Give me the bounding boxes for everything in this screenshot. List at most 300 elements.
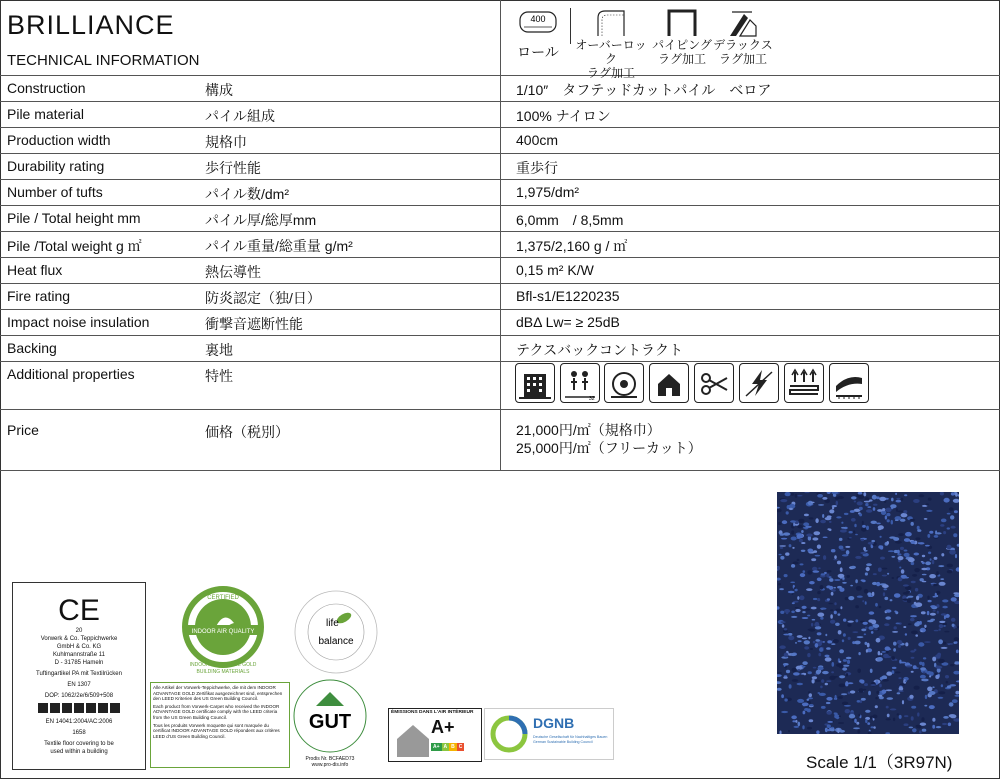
carpet-fiber	[861, 527, 867, 531]
carpet-fiber	[898, 577, 903, 581]
carpet-fiber	[835, 497, 839, 500]
svg-text:32: 32	[589, 396, 595, 402]
carpet-fiber	[820, 608, 827, 610]
carpet-fiber	[861, 680, 865, 684]
carpet-fiber	[892, 631, 898, 633]
carpet-fiber	[813, 570, 820, 572]
carpet-fiber	[950, 664, 954, 666]
carpet-fiber	[855, 534, 858, 536]
gut-number: Prodis Nr. BCFAED73	[305, 756, 355, 762]
dgnb-badge	[484, 708, 614, 760]
carpet-fiber	[941, 553, 944, 556]
carpet-fiber	[811, 623, 813, 627]
piping-icon	[665, 8, 699, 38]
carpet-fiber	[861, 629, 866, 632]
carpet-fiber	[885, 515, 887, 519]
carpet-fiber	[911, 657, 915, 659]
table-row	[0, 232, 1000, 258]
roll-label: ロール	[517, 44, 559, 60]
carpet-fiber	[862, 525, 866, 528]
carpet-fiber	[939, 621, 945, 623]
carpet-fiber	[932, 725, 935, 729]
carpet-fiber	[882, 575, 887, 577]
carpet-fiber	[944, 498, 950, 503]
carpet-fiber	[940, 524, 944, 527]
carpet-fiber	[911, 706, 916, 709]
carpet-fiber	[801, 542, 805, 544]
carpet-fiber	[797, 635, 803, 638]
carpet-fiber	[831, 592, 834, 596]
carpet-fiber	[835, 623, 840, 626]
row-label-jp: パイル数/dm²	[205, 186, 289, 202]
carpet-fiber	[826, 680, 831, 682]
carpet-fiber	[942, 606, 947, 609]
row-value: 0,15 m² K/W	[516, 262, 594, 278]
carpet-fiber	[942, 599, 948, 602]
iaq-text-fr: Tous les produits Vorwerk moquette qui sont marquée du certificat INDOOR ADVANTAGE GOLD répondent aux critères LEED d'US Green Building Council.	[153, 722, 280, 739]
carpet-fiber	[944, 615, 946, 619]
carpet-fiber	[929, 531, 933, 534]
carpet-fiber	[815, 680, 820, 682]
row-value: 重歩行	[516, 160, 558, 176]
carpet-fiber	[923, 657, 926, 659]
table-row	[0, 258, 1000, 284]
symbol-icon	[74, 703, 84, 713]
carpet-fiber	[784, 653, 789, 658]
carpet-fiber	[903, 584, 909, 586]
carpet-fiber	[896, 500, 902, 503]
carpet-fiber	[862, 521, 864, 525]
carpet-fiber	[829, 509, 834, 513]
carpet-fiber	[782, 520, 787, 524]
carpet-fiber	[894, 611, 897, 613]
carpet-fiber	[949, 714, 956, 717]
carpet-fiber	[827, 492, 831, 494]
carpet-fiber	[830, 728, 835, 731]
carpet-fiber	[817, 598, 820, 601]
carpet-fiber	[954, 695, 959, 697]
carpet-fiber	[777, 578, 781, 581]
carpet-fiber	[849, 537, 852, 539]
symbol-icon	[50, 703, 60, 713]
carpet-fiber	[788, 636, 794, 641]
iaq-text-de: Alle Artikel der Vorwerk-Teppichwerke, die mit dem INDOOR ADVANTAGE GOLD Zertifikat ausgezeichnet sind, entsprechen den LEED Kriterien des US Green Building Council.	[153, 685, 283, 702]
carpet-fiber	[817, 578, 822, 582]
table-row	[0, 310, 1000, 336]
carpet-fiber	[806, 588, 812, 591]
carpet-fiber	[868, 731, 872, 734]
carpet-fiber	[811, 558, 816, 561]
carpet-fiber	[863, 547, 866, 551]
carpet-fiber	[886, 689, 893, 691]
carpet-fiber	[834, 676, 838, 678]
carpet-fiber	[858, 688, 863, 693]
carpet-fiber	[815, 643, 819, 648]
carpet-fiber	[933, 610, 936, 612]
scale-a-plus: A+	[433, 744, 440, 750]
carpet-fiber	[794, 726, 800, 728]
carpet-fiber	[925, 561, 931, 565]
carpet-fiber	[908, 623, 912, 625]
carpet-fiber	[817, 613, 824, 617]
carpet-fiber	[791, 493, 795, 496]
carpet-fiber	[924, 641, 931, 643]
carpet-fiber	[855, 579, 858, 583]
dgnb-logo-icon	[489, 714, 529, 754]
carpet-fiber	[907, 596, 913, 598]
carpet-fiber	[885, 508, 891, 513]
table-row	[0, 336, 1000, 362]
carpet-fiber	[838, 630, 842, 634]
carpet-fiber	[898, 556, 904, 560]
carpet-fiber	[887, 573, 889, 575]
carpet-fiber	[836, 501, 838, 506]
ce-standard: EN 1307	[67, 682, 91, 688]
carpet-fiber	[796, 534, 803, 538]
row-label-en: Number of tufts	[7, 184, 103, 200]
carpet-fiber	[879, 497, 886, 501]
carpet-fiber	[871, 540, 875, 542]
carpet-fiber	[777, 688, 782, 691]
carpet-fiber	[829, 578, 833, 582]
carpet-fiber	[860, 552, 866, 554]
carpet-fiber	[897, 640, 902, 645]
carpet-fiber	[912, 574, 917, 577]
carpet-fiber	[797, 525, 803, 528]
carpet-fiber	[886, 513, 890, 516]
carpet-fiber	[928, 552, 931, 555]
table-row	[0, 284, 1000, 310]
carpet-fiber	[783, 634, 789, 636]
carpet-fiber	[812, 619, 816, 621]
underfloor-heating-icon	[784, 363, 824, 403]
carpet-fiber	[807, 653, 810, 657]
antistatic-icon	[739, 363, 779, 403]
carpet-fiber	[872, 715, 877, 719]
carpet-fiber	[823, 555, 826, 560]
carpet-fiber	[831, 643, 835, 645]
svg-text:400: 400	[530, 14, 546, 24]
carpet-fiber	[831, 549, 836, 552]
carpet-fiber	[849, 714, 855, 719]
carpet-fiber	[926, 503, 929, 505]
dgnb-sub-de: Deutsche Gesellschaft für Nachhaltiges Bauen	[533, 735, 608, 739]
carpet-fiber	[943, 625, 946, 627]
carpet-fiber	[879, 606, 882, 609]
carpet-fiber	[864, 683, 868, 686]
carpet-fiber	[874, 628, 878, 630]
carpet-fiber	[843, 659, 847, 662]
row-label-en: Pile /Total weight g ㎡	[7, 238, 142, 254]
carpet-fiber	[947, 564, 953, 568]
carpet-fiber	[878, 651, 881, 655]
carpet-fiber	[815, 626, 821, 629]
carpet-fiber	[880, 557, 885, 560]
carpet-fiber	[938, 659, 945, 663]
carpet-fiber	[905, 586, 911, 590]
divider	[0, 409, 1000, 410]
carpet-fiber	[858, 652, 860, 655]
carpet-fiber	[924, 625, 926, 628]
divider	[0, 470, 1000, 471]
carpet-fiber	[911, 522, 914, 526]
carpet-fiber	[869, 611, 875, 614]
carpet-fiber	[899, 683, 905, 685]
carpet-fiber	[857, 636, 864, 638]
carpet-fiber	[834, 579, 840, 581]
carpet-fiber	[897, 692, 901, 694]
carpet-fiber	[871, 620, 876, 625]
carpet-fiber	[934, 557, 938, 560]
carpet-fiber	[809, 517, 814, 519]
table-row	[0, 102, 1000, 128]
section-subtitle: TECHNICAL INFORMATION	[7, 52, 200, 69]
carpet-fiber	[802, 661, 807, 665]
carpet-fiber	[779, 554, 782, 556]
row-label-en: Pile material	[7, 106, 85, 122]
carpet-fiber	[936, 726, 942, 728]
carpet-fiber	[943, 716, 949, 719]
carpet-fiber	[892, 577, 895, 579]
carpet-fiber	[953, 592, 959, 594]
carpet-fiber	[793, 672, 800, 675]
carpet-fiber	[813, 667, 817, 669]
carpet-fiber	[838, 722, 844, 724]
carpet-fiber	[784, 574, 788, 577]
row-label-jp: 歩行性能	[205, 160, 261, 176]
carpet-fiber	[913, 499, 920, 503]
carpet-fiber	[798, 640, 802, 642]
carpet-fiber	[922, 581, 926, 583]
carpet-fiber	[827, 528, 830, 530]
carpet-fiber	[897, 550, 900, 554]
carpet-fiber	[815, 555, 821, 557]
carpet-fiber	[906, 665, 912, 667]
row-label-en: Heat flux	[7, 262, 63, 278]
carpet-fiber	[856, 494, 858, 497]
carpet-fiber	[803, 570, 806, 573]
row-label-en: Fire rating	[7, 288, 71, 304]
carpet-fiber	[876, 523, 881, 525]
carpet-fiber	[788, 730, 790, 732]
carpet-fiber	[944, 631, 949, 633]
carpet-fiber	[911, 671, 914, 673]
carpet-fiber	[955, 691, 959, 695]
carpet-fiber	[808, 629, 814, 631]
carpet-fiber	[797, 699, 804, 703]
carpet-fiber	[786, 511, 789, 514]
row-value: Bfl-s1/E1220235	[516, 288, 620, 304]
carpet-fiber	[844, 705, 851, 707]
castor-chair-icon	[604, 363, 644, 403]
carpet-fiber	[915, 537, 920, 540]
row-value: 1/10″ タフテッドカットパイル ベロア	[516, 82, 772, 98]
dgnb-sub-en: German Sustainable Building Council	[533, 740, 593, 744]
carpet-fiber	[951, 618, 956, 622]
carpet-fiber	[778, 522, 782, 525]
carpet-fiber	[877, 657, 883, 661]
carpet-fiber	[839, 684, 846, 688]
carpet-fiber	[791, 530, 794, 534]
table-row	[0, 76, 1000, 102]
carpet-fiber	[827, 711, 832, 715]
carpet-fiber	[952, 699, 958, 703]
carpet-fiber	[934, 535, 939, 538]
scissors-icon	[694, 363, 734, 403]
carpet-fiber	[780, 556, 784, 560]
carpet-fiber	[940, 578, 944, 580]
carpet-fiber	[867, 592, 871, 596]
carpet-fiber	[779, 588, 784, 590]
row-label-jp: 特性	[205, 368, 233, 384]
carpet-fiber	[810, 648, 813, 650]
carpet-fiber	[817, 591, 820, 594]
carpet-fiber	[792, 602, 795, 604]
carpet-fiber	[798, 519, 804, 523]
carpet-fiber	[929, 574, 936, 578]
carpet-fiber	[954, 510, 958, 513]
carpet-fiber	[870, 684, 876, 686]
carpet-fiber	[947, 545, 952, 550]
carpet-fiber	[839, 649, 844, 653]
carpet-fiber	[853, 727, 860, 729]
carpet-fiber	[822, 671, 829, 674]
ce-label	[12, 582, 146, 770]
carpet-fiber	[921, 568, 927, 570]
carpet-fiber	[818, 567, 821, 569]
carpet-fiber	[927, 596, 929, 600]
carpet-fiber	[781, 538, 787, 540]
carpet-fiber	[923, 671, 926, 673]
carpet-fiber	[893, 718, 895, 722]
carpet-fiber	[903, 510, 907, 513]
carpet-fiber	[922, 562, 925, 564]
carpet-fiber	[865, 503, 868, 506]
carpet-fiber	[913, 665, 917, 669]
carpet-fiber	[922, 574, 927, 576]
carpet-fiber	[852, 631, 858, 633]
carpet-fiber	[922, 679, 929, 682]
carpet-fiber	[832, 505, 837, 507]
row-value: 1,975/dm²	[516, 184, 580, 200]
carpet-fiber	[887, 697, 893, 700]
carpet-fiber	[893, 642, 897, 646]
carpet-fiber	[857, 730, 860, 734]
carpet-fiber	[949, 702, 954, 706]
carpet-fiber	[899, 715, 902, 719]
svg-text:balance: balance	[318, 636, 354, 647]
carpet-fiber	[895, 519, 899, 521]
carpet-fiber	[878, 525, 884, 529]
carpet-fiber	[929, 705, 935, 709]
carpet-fiber	[825, 655, 830, 658]
carpet-fiber	[871, 521, 877, 524]
carpet-fiber	[956, 680, 959, 682]
carpet-fiber	[804, 514, 809, 517]
carpet-fiber	[791, 616, 797, 618]
carpet-fiber	[917, 712, 919, 716]
carpet-fiber	[841, 527, 846, 529]
carpet-fiber	[803, 711, 806, 715]
carpet-fiber	[935, 666, 942, 669]
carpet-fiber	[813, 641, 816, 644]
carpet-fiber	[834, 714, 838, 718]
carpet-fiber	[797, 495, 803, 497]
carpet-fiber	[857, 596, 863, 598]
carpet-fiber	[884, 597, 888, 600]
carpet-fiber	[850, 585, 853, 587]
carpet-fiber	[834, 611, 837, 615]
carpet-fiber	[797, 669, 800, 671]
roll-icon	[518, 8, 558, 38]
life-balance-badge	[292, 588, 380, 676]
carpet-fiber	[862, 600, 864, 602]
carpet-fiber	[789, 544, 792, 547]
emission-label	[388, 708, 482, 762]
carpet-fiber	[884, 623, 889, 626]
carpet-fiber	[865, 719, 867, 723]
carpet-fiber	[837, 728, 839, 733]
carpet-fiber	[916, 596, 919, 600]
carpet-fiber	[802, 666, 805, 668]
carpet-fiber	[783, 532, 790, 535]
carpet-fiber	[925, 545, 930, 547]
sample-caption: Scale 1/1（3R97N)	[806, 753, 953, 772]
carpet-fiber	[947, 527, 950, 529]
carpet-fiber	[914, 623, 920, 627]
carpet-fiber	[911, 631, 918, 635]
carpet-fiber	[909, 727, 913, 729]
stairs-icon	[560, 363, 600, 403]
carpet-fiber	[831, 727, 834, 729]
carpet-fiber	[849, 531, 853, 533]
ce-code: 1658	[72, 730, 86, 736]
carpet-fiber	[822, 641, 825, 643]
carpet-fiber	[898, 690, 904, 692]
row-label-jp: パイル組成	[205, 108, 275, 124]
carpet-fiber	[837, 586, 842, 589]
carpet-fiber	[777, 509, 782, 512]
piping-option	[652, 8, 712, 66]
price-label-en: Price	[7, 422, 39, 438]
carpet-fiber	[948, 723, 951, 727]
carpet-fiber	[955, 641, 957, 644]
carpet-fiber	[922, 555, 925, 557]
row-value: 400cm	[516, 132, 559, 148]
carpet-fiber	[942, 723, 947, 725]
wet-cleaning-icon	[829, 363, 869, 403]
row-label-en: Impact noise insulation	[7, 314, 150, 330]
carpet-fiber	[848, 596, 854, 600]
carpet-fiber	[895, 671, 901, 673]
carpet-fiber	[792, 720, 795, 722]
ce-article: Tuftingartikel PA mit Textilrücken	[36, 671, 122, 677]
carpet-fiber	[943, 531, 946, 534]
carpet-fiber	[846, 673, 848, 676]
carpet-fiber	[854, 501, 856, 503]
carpet-fiber	[816, 730, 819, 734]
carpet-fiber	[938, 691, 945, 694]
carpet-fiber	[818, 504, 824, 506]
carpet-fiber	[828, 603, 833, 605]
price-row	[0, 420, 1000, 446]
carpet-fiber	[850, 510, 855, 513]
carpet-fiber	[938, 639, 943, 644]
ce-mark: CE	[58, 594, 100, 627]
carpet-fiber	[955, 492, 958, 497]
carpet-fiber	[904, 723, 909, 726]
carpet-fiber	[866, 526, 869, 530]
